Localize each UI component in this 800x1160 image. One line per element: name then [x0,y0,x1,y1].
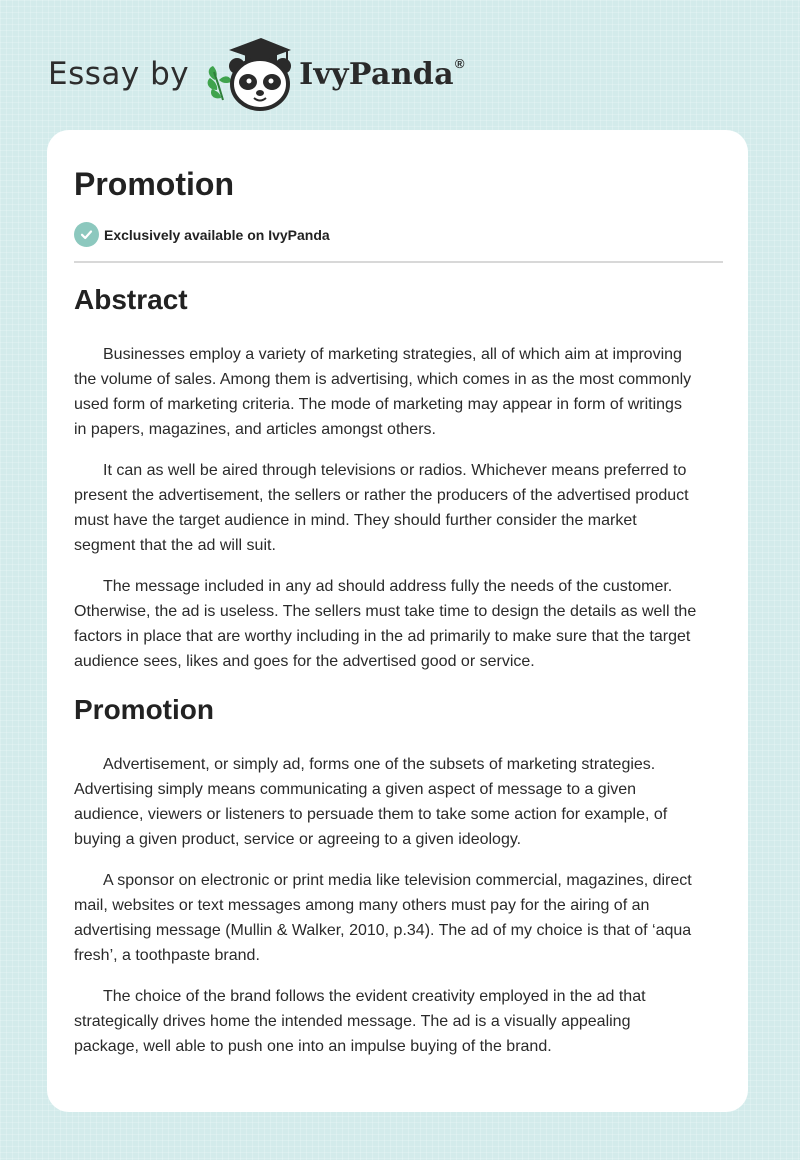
check-icon [74,222,99,247]
paragraph: A sponsor on electronic or print media like television commercial, magazines, direct mail, websites or text messages among many others must pay for the airing of an advertising message (Mullin & Walker, 2010, p.34). The ad of my choice is that of ‘aqua fresh’, a toothpaste brand. [74,872,692,964]
brand-name[interactable]: IvyPanda® [299,56,465,92]
page-title: Promotion [74,166,234,202]
essay-card [47,130,748,1112]
essay-by-label: Essay by [48,56,190,92]
paragraph: The message included in any ad should address fully the needs of the customer. Otherwise, the ad is useless. The sellers must take time to design the details as well the factors in place that are worthy including in the ad primarily to make sure that the target audience sees, likes and goes for the advertised good or service. [74,578,697,670]
paragraph: It can as well be aired through televisions or radios. Whichever means preferred to present the advertisement, the sellers or rather the producers of the advertised product must have the target audience in mind. They should further consider the market segment that the ad will suit. [74,462,689,554]
paragraph: Advertisement, or simply ad, forms one of the subsets of marketing strategies. Advertising simply means communicating a given aspect of message to a given audience, viewers or listeners to persuade them to take some action for example, of buying a given product, service or agreeing to a given ideology. [74,756,668,848]
paragraph: The choice of the brand follows the evident creativity employed in the ad that strategically drives home the intended message. The ad is a visually appealing package, well able to push one into an impulse buying of the brand. [74,988,646,1055]
paragraph: Businesses employ a variety of marketing strategies, all of which aim at improving the volume of sales. Among them is advertising, which comes in as the most commonly used form of marketing criteria. The mode of marketing may appear in form of writings in papers, magazines, and articles amongst others. [74,346,692,438]
registered-mark: ® [454,56,465,71]
badge-label: Exclusively available on IvyPanda [104,226,330,243]
section-heading-abstract: Abstract [74,284,188,315]
panda-logo-icon[interactable] [205,36,295,112]
exclusive-badge [74,222,330,247]
divider [74,261,723,263]
section-heading-promotion: Promotion [74,694,214,725]
site-header [48,34,465,114]
